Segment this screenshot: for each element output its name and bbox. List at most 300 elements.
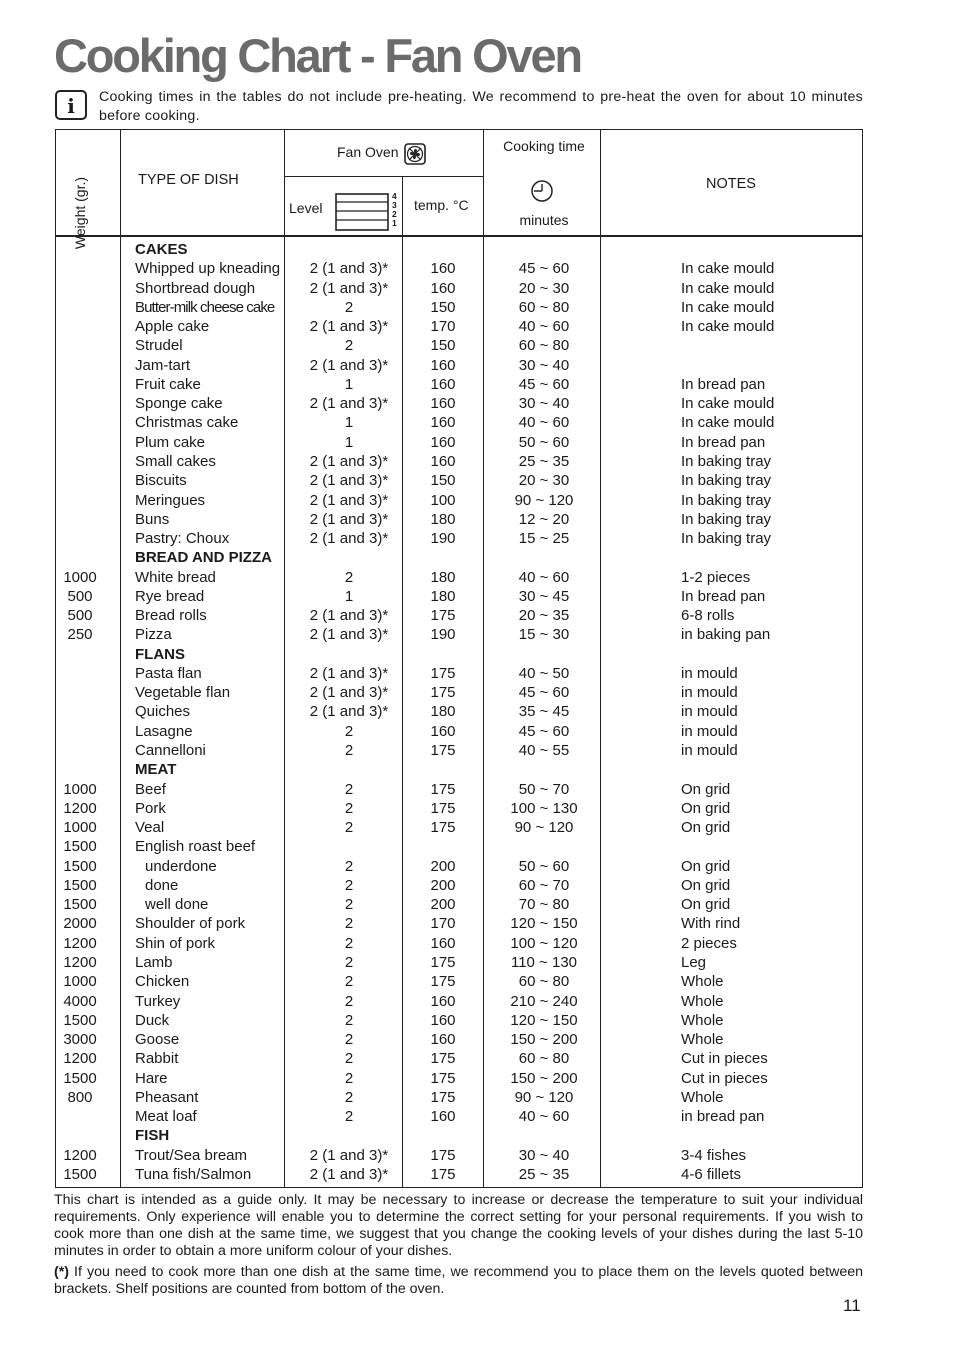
level-cell: 2 [344,934,354,952]
temp-cell: 175 [430,1165,456,1183]
dish-cell: Sponge cake [135,395,223,413]
level-cell: 2 (1 and 3)* [309,452,389,470]
footnote-marker: (*) [54,1264,69,1280]
section-heading [56,1126,862,1145]
section-heading [56,760,862,779]
notes-cell: Whole [681,1011,724,1029]
weight-header: Weight (gr.) [72,176,88,250]
notes-cell: On grid [681,876,731,894]
minutes-cell: 90 ~ 120 [514,1088,574,1106]
weight-cell: 1500 [63,1165,97,1183]
minutes-cell: 15 ~ 30 [518,626,570,644]
table-row [56,914,862,933]
table-row [56,876,862,895]
table-row [56,1049,862,1068]
table-row [56,683,862,702]
table-row [56,452,862,471]
temp-cell: 160 [430,722,456,740]
level-cell: 2 [344,337,354,355]
notes-cell: 4-6 fillets [681,1165,742,1183]
dish-cell: Meringues [135,491,206,509]
notes-cell: On grid [681,896,731,914]
notes-cell: With rind [681,915,741,933]
temp-cell: 160 [430,452,456,470]
temp-cell: 190 [430,626,456,644]
fan-icon [404,143,426,165]
table-row [56,356,862,375]
temp-cell: 175 [430,664,456,682]
weight-cell: 800 [67,1088,93,1106]
table-row [56,1107,862,1126]
minutes-cell: 60 ~ 80 [518,1050,570,1068]
weight-cell: 1200 [63,1146,97,1164]
temp-cell: 175 [430,1146,456,1164]
minutes-cell: 120 ~ 150 [510,1011,578,1029]
table-row [56,780,862,799]
temp-cell: 100 [430,491,456,509]
table-row [56,741,862,760]
level-cell: 2 (1 and 3)* [309,260,389,278]
table-row [56,972,862,991]
minutes-cell: 45 ~ 60 [518,684,570,702]
temp-cell: 160 [430,279,456,297]
level-cell: 2 [344,1011,354,1029]
table-row [56,953,862,972]
level-cell: 2 (1 and 3)* [309,1165,389,1183]
level-cell: 2 [344,876,354,894]
dish-cell: Goose [135,1031,180,1049]
page-title: Cooking Chart - Fan Oven [54,29,581,82]
notes-cell: 3-4 fishes [681,1146,747,1164]
level-cell: 2 (1 and 3)* [309,472,389,490]
weight-cell: 1200 [63,799,97,817]
footer [54,1192,863,1302]
dish-cell: Shortbread dough [135,279,256,297]
dish-cell: Bread rolls [135,607,207,625]
table-row [56,433,862,452]
notes-cell: On grid [681,819,731,837]
fan-oven-header: Fan Oven [337,144,399,160]
temp-cell: 175 [430,684,456,702]
table-row [56,934,862,953]
table-row [56,664,862,683]
notes-cell: In cake mould [681,318,775,336]
level-cell: 2 [344,568,354,586]
notes-cell: On grid [681,857,731,875]
level-footnote [54,1264,863,1298]
temp-cell: 175 [430,799,456,817]
minutes-cell: 210 ~ 240 [510,992,578,1010]
level-cell: 2 [344,799,354,817]
table-row [56,529,862,548]
dish-cell: English roast beef [135,838,256,856]
table-row [56,587,862,606]
level-cell: 2 [344,722,354,740]
dish-cell: White bread [135,568,216,586]
notes-cell: Whole [681,1031,724,1049]
minutes-cell: 45 ~ 60 [518,722,570,740]
type-of-dish-header: TYPE OF DISH [138,172,239,188]
table-row [56,1146,862,1165]
minutes-cell: 35 ~ 45 [518,703,570,721]
temp-cell: 180 [430,703,456,721]
dish-cell: Veal [135,819,165,837]
level-cell: 1 [344,587,354,605]
dish-cell: underdone [145,857,217,875]
notes-cell: 6-8 rolls [681,607,735,625]
level-cell: 2 (1 and 3)* [309,395,389,413]
cooking-chart-table [55,129,863,1188]
section-heading-label: FISH [135,1127,170,1145]
temp-cell: 175 [430,819,456,837]
minutes-cell: 60 ~ 70 [518,876,570,894]
temp-cell: 180 [430,587,456,605]
dish-cell: Duck [135,1011,170,1029]
dish-cell: Quiches [135,703,191,721]
temp-cell: 150 [430,298,456,316]
dish-cell: Turkey [135,992,181,1010]
temp-cell: 200 [430,896,456,914]
notes-header: NOTES [706,176,756,192]
notes-cell: In baking tray [681,530,772,548]
temp-cell: 160 [430,375,456,393]
table-row [56,279,862,298]
level-cell: 2 [344,742,354,760]
dish-cell: Small cakes [135,452,216,470]
table-row [56,336,862,355]
notes-cell: In cake mould [681,414,775,432]
minutes-cell: 40 ~ 60 [518,414,570,432]
temp-cell: 160 [430,1011,456,1029]
temp-cell: 175 [430,973,456,991]
notes-cell: Cut in pieces [681,1069,768,1087]
temp-cell: 150 [430,337,456,355]
temp-cell: 190 [430,530,456,548]
table-row [56,799,862,818]
dish-cell: Chicken [135,973,190,991]
table-row [56,568,862,587]
level-cell: 2 [344,915,354,933]
temp-cell: 160 [430,934,456,952]
table-row [56,1011,862,1030]
dish-cell: Lasagne [135,722,193,740]
table-row [56,298,862,317]
section-heading [56,548,862,567]
dish-cell: Butter-milk cheese cake [135,298,275,316]
weight-cell: 1000 [63,973,97,991]
dish-cell: Rye bread [135,587,205,605]
dish-cell: Meat loaf [135,1108,197,1126]
level-cell: 2 [344,819,354,837]
dish-cell: Pastry: Choux [135,530,230,548]
page-number: 11 [843,1296,861,1315]
table-row [56,702,862,721]
notes-cell: In cake mould [681,395,775,413]
section-heading-label: BREAD AND PIZZA [135,549,272,567]
notes-cell: Whole [681,992,724,1010]
notes-cell: In cake mould [681,279,775,297]
minutes-cell: 50 ~ 60 [518,433,570,451]
minutes-cell: 25 ~ 35 [518,1165,570,1183]
clock-icon [529,179,555,203]
minutes-cell: 12 ~ 20 [518,510,570,528]
info-icon: i [55,90,87,120]
notes-cell: In baking tray [681,452,772,470]
temp-cell: 150 [430,472,456,490]
notes-cell: In baking tray [681,491,772,509]
weight-cell: 3000 [63,1031,97,1049]
temp-cell: 175 [430,1050,456,1068]
table-row [56,1165,862,1184]
table-row [56,895,862,914]
minutes-cell: 40 ~ 55 [518,742,570,760]
temp-cell: 160 [430,395,456,413]
level-cell: 2 [344,1031,354,1049]
dish-cell: Lamb [135,953,173,971]
minutes-cell: 60 ~ 80 [518,298,570,316]
dish-cell: Apple cake [135,318,210,336]
temp-cell: 175 [430,780,456,798]
minutes-cell: 20 ~ 35 [518,607,570,625]
notes-cell: in mould [681,722,738,740]
minutes-cell: 45 ~ 60 [518,375,570,393]
weight-cell: 500 [67,607,93,625]
dish-cell: Trout/Sea bream [135,1146,247,1164]
level-cell: 2 [344,1088,354,1106]
level-cell: 2 (1 and 3)* [309,530,389,548]
level-cell: 2 (1 and 3)* [309,510,389,528]
weight-cell: 1000 [63,780,97,798]
dish-cell: Vegetable flan [135,684,231,702]
notes-cell: in baking pan [681,626,771,644]
minutes-cell: 150 ~ 200 [510,1031,578,1049]
weight-cell: 4000 [63,992,97,1010]
level-cell: 2 [344,973,354,991]
minutes-cell: 110 ~ 130 [510,953,578,971]
temp-cell: 175 [430,742,456,760]
intro-text: Cooking times in the tables do not include pre-heating. We recommend to pre-heat the oven for about 10 minutes before cooking. [99,89,863,124]
notes-cell: 2 pieces [681,934,737,952]
table-row [56,317,862,336]
minutes-cell: 90 ~ 120 [514,819,574,837]
table-row [56,722,862,741]
table-row [56,471,862,490]
dish-cell: Christmas cake [135,414,239,432]
weight-cell: 1000 [63,819,97,837]
temp-cell: 160 [430,356,456,374]
table-row [56,1069,862,1088]
temp-cell: 180 [430,510,456,528]
temp-cell: 175 [430,953,456,971]
table-row [56,413,862,432]
dish-cell: Whipped up kneading [135,260,281,278]
dish-cell: Pizza [135,626,172,644]
level-cell: 2 [344,780,354,798]
level-numbers: 4 3 2 1 [392,191,397,228]
dish-cell: Shoulder of pork [135,915,246,933]
dish-cell: Pork [135,799,166,817]
minutes-cell: 30 ~ 40 [518,1146,570,1164]
level-cell: 1 [344,433,354,451]
temp-cell: 200 [430,876,456,894]
level-cell: 2 [344,992,354,1010]
level-cell: 2 [344,953,354,971]
level-cell: 2 (1 and 3)* [309,356,389,374]
minutes-cell: 40 ~ 60 [518,568,570,586]
dish-cell: Buns [135,510,170,528]
section-heading-label: FLANS [135,645,185,663]
weight-cell: 1500 [63,876,97,894]
dish-cell: Jam-tart [135,356,191,374]
minutes-cell: 30 ~ 40 [518,395,570,413]
level-cell: 2 (1 and 3)* [309,664,389,682]
temp-cell: 200 [430,857,456,875]
table-row [56,491,862,510]
weight-cell: 500 [67,587,93,605]
level-header: Level [289,200,323,216]
notes-cell: On grid [681,799,731,817]
notes-cell: in mould [681,742,738,760]
level-cell: 2 (1 and 3)* [309,626,389,644]
notes-cell: in mould [681,703,738,721]
minutes-cell: 150 ~ 200 [510,1069,578,1087]
minutes-cell: 45 ~ 60 [518,260,570,278]
temp-cell: 180 [430,568,456,586]
dish-cell: Plum cake [135,433,206,451]
level-cell: 2 [344,857,354,875]
cooking-time-header: Cooking time [503,138,585,154]
temp-cell: 160 [430,1031,456,1049]
minutes-cell: 50 ~ 70 [518,780,570,798]
minutes-header: minutes [519,212,569,228]
notes-cell: in mould [681,664,738,682]
minutes-cell: 120 ~ 150 [510,915,578,933]
section-heading [56,645,862,664]
minutes-cell: 30 ~ 45 [518,587,570,605]
temp-cell: 160 [430,433,456,451]
weight-cell: 250 [67,626,93,644]
table-row [56,625,862,644]
temp-cell: 175 [430,1088,456,1106]
level-cell: 2 (1 and 3)* [309,684,389,702]
table-row [56,259,862,278]
minutes-cell: 20 ~ 30 [518,472,570,490]
notes-cell: Cut in pieces [681,1050,768,1068]
notes-cell: Leg [681,953,707,971]
dish-cell: Pheasant [135,1088,199,1106]
minutes-cell: 20 ~ 30 [518,279,570,297]
minutes-cell: 15 ~ 25 [518,530,570,548]
level-cell: 2 (1 and 3)* [309,491,389,509]
weight-cell: 1500 [63,1011,97,1029]
minutes-cell: 30 ~ 40 [518,356,570,374]
level-cell: 2 [344,1108,354,1126]
dish-cell: Shin of pork [135,934,216,952]
notes-cell: In cake mould [681,298,775,316]
level-cell: 1 [344,375,354,393]
dish-cell: Fruit cake [135,375,201,393]
notes-cell: Whole [681,1088,724,1106]
notes-cell: in bread pan [681,1108,765,1126]
table-row [56,394,862,413]
notes-cell: In baking tray [681,472,772,490]
minutes-cell: 70 ~ 80 [518,896,570,914]
minutes-cell: 90 ~ 120 [514,491,574,509]
weight-cell: 1500 [63,838,97,856]
level-cell: 2 (1 and 3)* [309,1146,389,1164]
level-cell: 2 [344,1050,354,1068]
section-heading [56,240,862,259]
notes-cell: On grid [681,780,731,798]
table-row [56,606,862,625]
notes-cell: In bread pan [681,375,766,393]
weight-cell: 1200 [63,934,97,952]
notes-cell: In cake mould [681,260,775,278]
weight-cell: 1000 [63,568,97,586]
minutes-cell: 60 ~ 80 [518,973,570,991]
weight-cell: 1200 [63,953,97,971]
weight-cell: 1500 [63,857,97,875]
minutes-cell: 25 ~ 35 [518,452,570,470]
level-cell: 2 (1 and 3)* [309,279,389,297]
temp-cell: 160 [430,414,456,432]
dish-cell: Pasta flan [135,664,202,682]
level-cell: 2 [344,896,354,914]
section-heading-label: MEAT [135,761,177,779]
minutes-cell: 60 ~ 80 [518,337,570,355]
footnote-text: If you need to cook more than one dish at the same time, we recommend you to place them on the levels quoted between brackets. Shelf positions are counted from bottom of the oven. [54,1264,863,1297]
dish-cell: well done [145,896,209,914]
notes-cell: In baking tray [681,510,772,528]
dish-cell: done [145,876,179,894]
temp-cell: 160 [430,992,456,1010]
notes-cell: Whole [681,973,724,991]
level-cell: 2 [344,298,354,316]
dish-cell: Rabbit [135,1050,179,1068]
level-cell: 2 [344,1069,354,1087]
level-cell: 2 (1 and 3)* [309,703,389,721]
weight-cell: 1200 [63,1050,97,1068]
notes-cell: in mould [681,684,738,702]
temp-header: temp. °C [414,197,469,213]
table-row [56,857,862,876]
temp-cell: 160 [430,1108,456,1126]
weight-cell: 2000 [63,915,97,933]
temp-cell: 160 [430,260,456,278]
table-row [56,1030,862,1049]
minutes-cell: 40 ~ 60 [518,1108,570,1126]
minutes-cell: 40 ~ 50 [518,664,570,682]
notes-cell: 1-2 pieces [681,568,751,586]
table-row [56,510,862,529]
temp-cell: 170 [430,318,456,336]
table-row [56,375,862,394]
level-cell: 2 (1 and 3)* [309,318,389,336]
minutes-cell: 100 ~ 120 [510,934,578,952]
table-row [56,818,862,837]
dish-cell: Hare [135,1069,168,1087]
section-heading-label: CAKES [135,241,188,258]
guide-note: This chart is intended as a guide only. It may be necessary to increase or decrease the temperature to suit your individual requirements. Only experience will enable you to determine the correct setting for your personal requirements. If you wish to cook more than one dish at the same time, we suggest that you change the cooking levels of your dishes during the last 5-10 minutes in order to obtain a more uniform colour of your dishes. [54,1192,863,1259]
weight-cell: 1500 [63,1069,97,1087]
notes-cell: In bread pan [681,587,766,605]
dish-cell: Beef [135,780,166,798]
dish-cell: Cannelloni [135,742,206,760]
notes-cell: In bread pan [681,433,766,451]
weight-cell: 1500 [63,896,97,914]
dish-cell: Strudel [135,337,183,355]
level-cell: 1 [344,414,354,432]
